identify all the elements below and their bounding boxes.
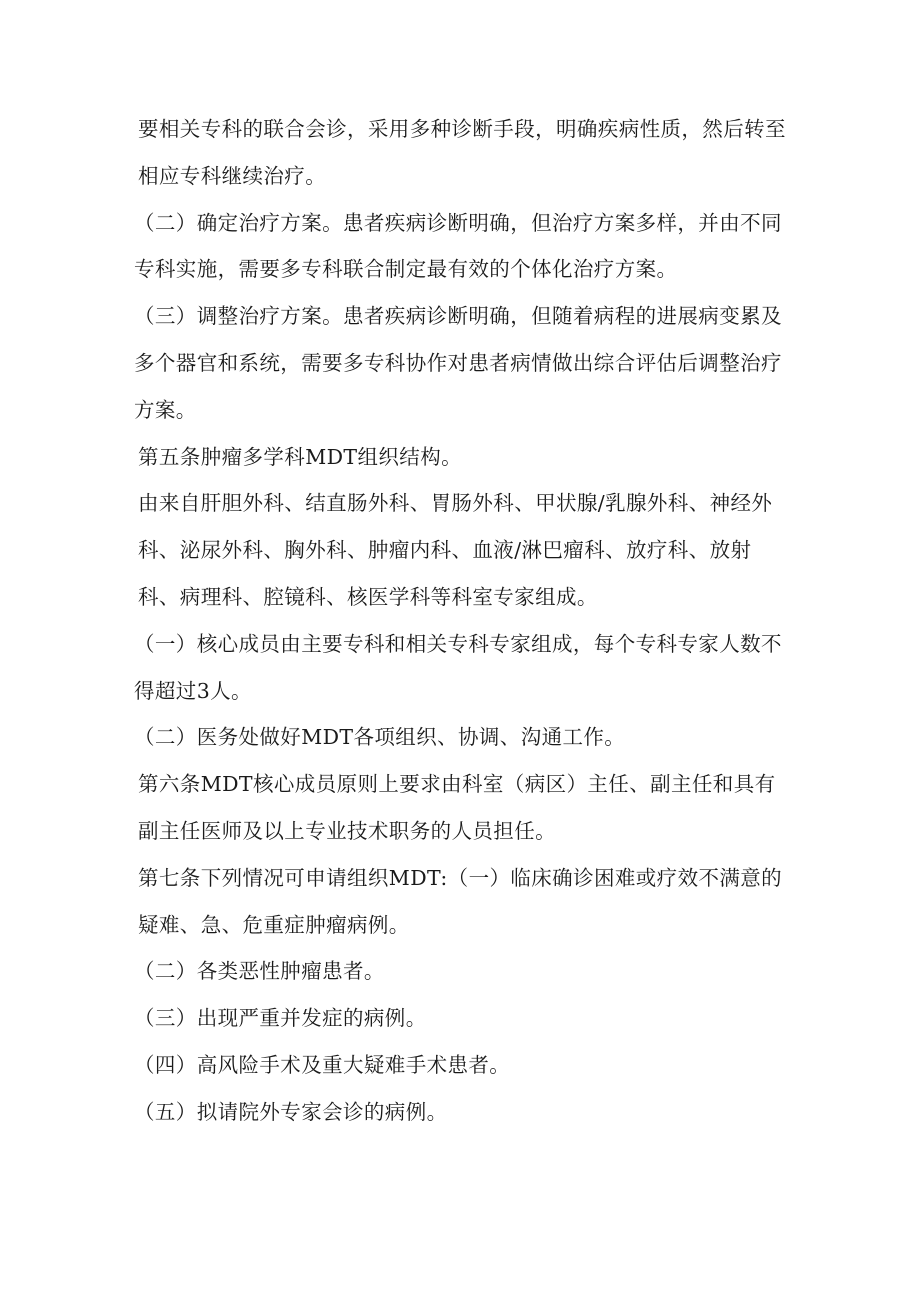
list-item-external-consultation: （五）拟请院外专家会诊的病例。 [134, 1099, 448, 1124]
paragraph-determine-treatment-plan: （二）确定治疗方案。患者疾病诊断明确，但治疗方案多样，并由不同专科实施，需要多专科联合制定最有效的个体化治疗方案。 [134, 210, 782, 282]
list-item-malignant-tumor: （二）各类恶性肿瘤患者。 [134, 959, 385, 984]
list-item-high-risk-surgery: （四）高风险手术及重大疑难手术患者。 [134, 1052, 511, 1077]
article-6: 第六条MDT核心成员原则上要求由科室（病区）主任、副主任和具有副主任医师及以上专业技术职务的人员担任。 [138, 772, 776, 843]
paragraph-continuation: 要相关专科的联合会诊，采用多种诊断手段，明确疾病性质，然后转至相应专科继续治疗。 [138, 117, 786, 188]
paragraph-adjust-treatment-plan: （三）调整治疗方案。患者疾病诊断明确，但随着病程的进展病变累及多个器官和系统，需要多专科协作对患者病情做出综合评估后调整治疗方案。 [134, 304, 782, 422]
paragraph-department-list: 由来自肝胆外科、结直肠外科、胃肠外科、甲状腺/乳腺外科、神经外科、泌尿外科、胸外科、肿瘤内科、血液/淋巴瘤科、放疗科、放射科、病理科、腔镜科、核医学科等科室专家组成。 [138, 491, 773, 609]
article-7: 第七条下列情况可申请组织MDT:（一）临床确诊困难或疗效不满意的疑难、急、危重症肿瘤病例。 [138, 865, 783, 937]
article-5-heading: 第五条肿瘤多学科MDT组织结构。 [138, 444, 462, 469]
list-item-complications: （三）出现严重并发症的病例。 [134, 1006, 427, 1031]
document-body [134, 106, 788, 1136]
paragraph-core-members: （一）核心成员由主要专科和相关专科专家组成，每个专科专家人数不得超过3人。 [134, 631, 782, 703]
paragraph-medical-affairs: （二）医务处做好MDT各项组织、协调、沟通工作。 [134, 725, 626, 750]
